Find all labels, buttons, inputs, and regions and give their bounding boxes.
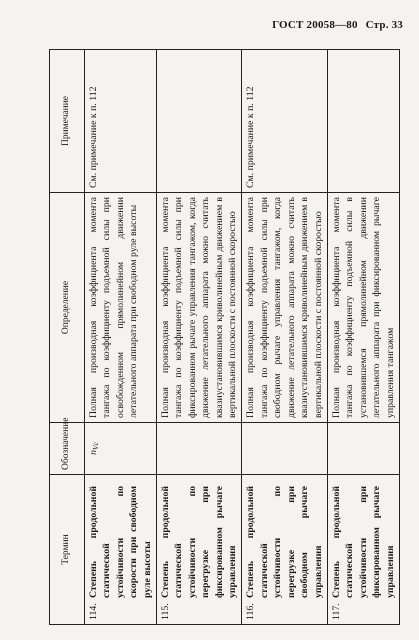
table-row — [242, 50, 327, 625]
definition-cell: Полная производная коэффициента момента тангажа по коэффициенту подъемной силы в установившемся прямолинейном движении летательного аппарата при фиксированном рычаге управления тангажом — [327, 193, 399, 423]
terms-table — [49, 49, 400, 625]
term-number: 115. — [160, 603, 172, 620]
term-number: 116. — [245, 603, 257, 620]
term-name: Степень продольной статической устойчивости по перегрузке при свободном рычаге управления — [245, 486, 324, 598]
term-name: Степень продольной статической устойчивости по скорости при свободном руле высоты — [88, 486, 153, 598]
table-header-row — [50, 50, 85, 625]
definition-cell: Полная производная коэффициента момента тангажа по коэффициенту подъемной силы при освобожденном прямолинейном движении летательного аппарата при свободном руле высоты — [85, 193, 157, 423]
header-term: Термин — [50, 475, 85, 625]
term-name: Степень продольной статической устойчивости по перегрузке при фиксированном рычаге управления — [160, 486, 239, 598]
page-number: Стр. 33 — [365, 19, 403, 31]
table-row — [327, 50, 399, 625]
page-header — [272, 19, 403, 31]
note-cell — [157, 50, 242, 193]
term-name: Степень продольной статической устойчивости при фиксированном рычаге управления — [330, 486, 396, 598]
term-cell — [157, 475, 242, 625]
term-number: 117. — [330, 603, 342, 620]
term-number: 114. — [88, 603, 99, 620]
header-note: Примечание — [50, 50, 85, 193]
note-cell — [327, 50, 399, 193]
header-symbol: Обозначение — [50, 423, 85, 475]
term-cell — [327, 475, 399, 625]
symbol-cell — [157, 423, 242, 475]
definition-cell: Полная производная коэффициента момента тангажа по коэффициенту подъемной силы при свободном рычаге управления тангажом, когда движение летательного аппарата можно считать квазиустановившимся криволинейным движением в вертикальной плоскости с постоянной скоростью — [242, 193, 327, 423]
table-row — [157, 50, 242, 625]
symbol-cell — [327, 423, 399, 475]
note-cell: См. примечание к п. 112 — [242, 50, 327, 193]
symbol-subscript: Vс — [91, 442, 100, 451]
symbol-main: n — [88, 450, 99, 455]
term-cell — [242, 475, 327, 625]
standard-number: ГОСТ 20058—80 — [272, 19, 358, 31]
table-row — [85, 50, 157, 625]
rotated-table-container — [49, 50, 396, 625]
symbol-cell — [242, 423, 327, 475]
term-cell — [85, 475, 157, 625]
note-cell: См. примечание к п. 112 — [85, 50, 157, 193]
symbol-cell — [85, 423, 157, 475]
header-definition: Определение — [50, 193, 85, 423]
definition-cell: Полная производная коэффициента момента тангажа по коэффициенту подъемной силы при фиксированном рычаге управления тангажом, когда движение летательного аппарата можно считать квазиустановившимся криволинейным движением в вертикальной плоскости с постоянной скоростью — [157, 193, 242, 423]
